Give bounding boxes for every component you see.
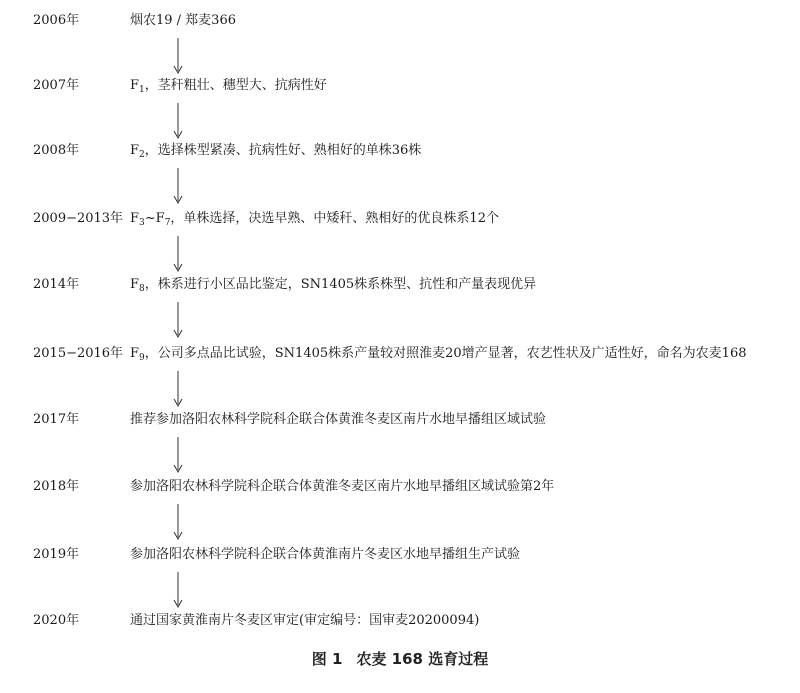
down-arrow-icon: [170, 302, 186, 338]
down-arrow-icon: [170, 38, 186, 74]
step-2008: [0, 138, 800, 164]
step-year: 2017年: [33, 412, 80, 427]
step-year: 2009−2013年: [33, 211, 124, 226]
step-year: 2008年: [33, 143, 80, 158]
down-arrow-icon: [170, 236, 186, 272]
step-2015-2016: [0, 341, 800, 367]
step-2007: [0, 73, 800, 99]
down-arrow-icon: [170, 504, 186, 540]
down-arrow-icon: [170, 103, 186, 139]
step-description: 通过国家黄淮南片冬麦区审定(审定编号：国审麦20200094): [130, 613, 480, 628]
step-year: 2007年: [33, 78, 80, 93]
step-year: 2019年: [33, 547, 80, 562]
step-year: 2018年: [33, 479, 80, 494]
step-description: $F_8$，株系进行小区品比鉴定，SN1405株系株型、抗性和产量表现优异: [130, 277, 537, 294]
step-description: $F_1$，茎秆粗壮、穗型大、抗病性好: [130, 78, 327, 95]
figure-title: 农麦 168 选育过程: [356, 650, 489, 668]
step-2020: [0, 608, 800, 634]
down-arrow-icon: [170, 572, 186, 608]
down-arrow-icon: [170, 371, 186, 407]
step-year: 2020年: [33, 613, 80, 628]
down-arrow-icon: [170, 437, 186, 473]
figure-caption: [0, 648, 800, 670]
step-2018: [0, 474, 800, 500]
step-2006: [0, 8, 800, 34]
step-year: 2015−2016年: [33, 346, 124, 361]
step-description: $F_3\sim F_7$，单株选择，决选早熟、中矮秆、熟相好的优良株系12个: [130, 211, 499, 228]
figure-number: 图 1: [311, 650, 343, 668]
step-year: 2014年: [33, 277, 80, 292]
step-2017: [0, 407, 800, 433]
step-description: 参加洛阳农林科学院科企联合体黄淮南片冬麦区水地早播组生产试验: [130, 547, 521, 562]
step-2009-2013: [0, 206, 800, 232]
step-description: 参加洛阳农林科学院科企联合体黄淮冬麦区南片水地早播组区域试验第2年: [130, 479, 555, 494]
step-2014: [0, 272, 800, 298]
down-arrow-icon: [170, 168, 186, 204]
step-description: 推荐参加洛阳农林科学院科企联合体黄淮冬麦区南片水地早播组区域试验: [130, 412, 547, 427]
step-2019: [0, 542, 800, 568]
step-year: 2006年: [33, 13, 80, 28]
step-description: $F_9$，公司多点品比试验，SN1405株系产量较对照淮麦20增产显著，农艺性状及广适性好，命名为农麦168: [130, 346, 747, 363]
step-description: $F_2$，选择株型紧凑、抗病性好、熟相好的单株36株: [130, 143, 422, 160]
step-description: 烟农19 / 郑麦366: [130, 13, 236, 28]
